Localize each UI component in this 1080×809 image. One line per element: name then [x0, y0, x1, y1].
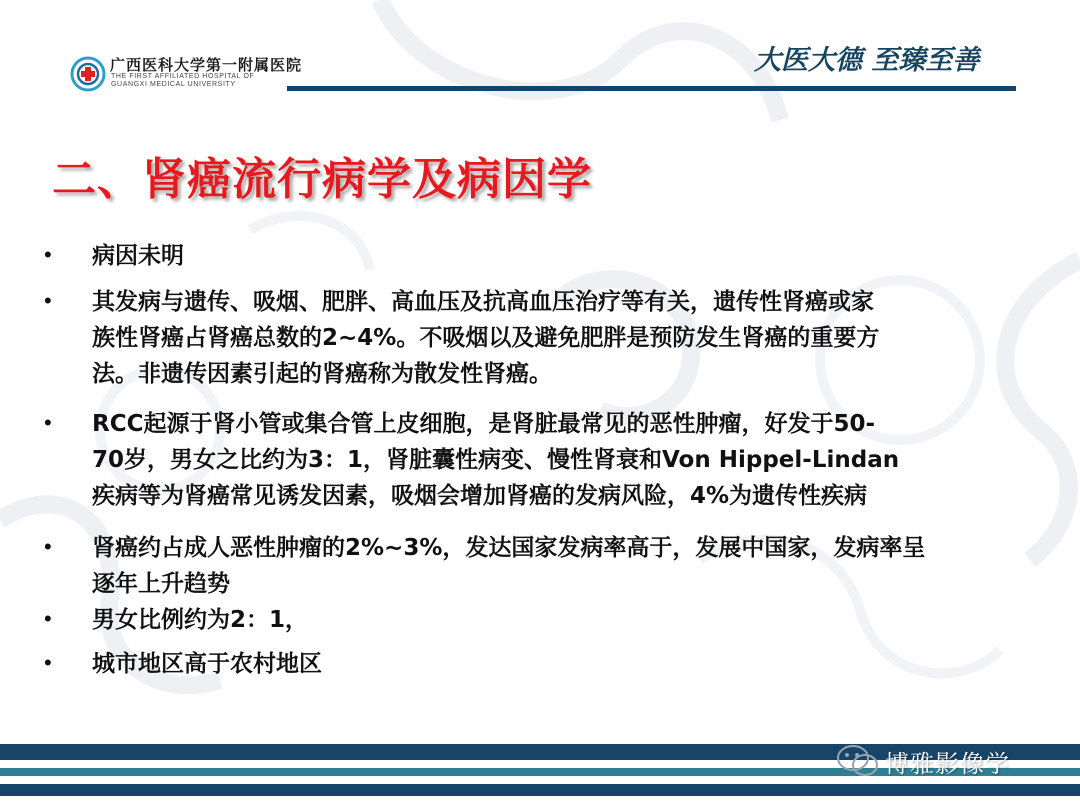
bullet-text-line: 城市地区高于农村地区: [92, 651, 322, 677]
hospital-motto: 大医大德 至臻至善: [754, 45, 980, 76]
bullet-text-line: 法。非遗传因素引起的肾癌称为散发性肾癌。: [92, 361, 552, 387]
bullet-text: [92, 602, 1037, 638]
bullet-marker: •: [44, 534, 52, 559]
hospital-logo-icon: [70, 56, 106, 92]
wechat-account-name: 博雅影像学: [885, 749, 1010, 778]
bullet-text-line: 疾病等为肾癌常见诱发因素，吸烟会增加肾癌的发病风险，4%为遗传性疾病: [92, 483, 868, 509]
bullet-marker: •: [44, 606, 52, 631]
bullet-text-line: 男女比例约为2：1，: [92, 607, 309, 633]
bullet-marker: •: [44, 288, 52, 313]
bullet-text-line: RCC起源于肾小管或集合管上皮细胞，是肾脏最常见的恶性肿瘤，好发于50-: [92, 411, 876, 437]
bullet-text: [92, 238, 1037, 274]
bullet-text: [92, 530, 1037, 602]
slide-title: 二、肾癌流行病学及病因学: [52, 154, 592, 205]
hospital-name-en-line2: GUANGXI MEDICAL UNIVERSITY: [111, 81, 236, 88]
wechat-icon: [835, 744, 881, 778]
bullet-text-line: 族性肾癌占肾癌总数的2~4%。不吸烟以及避免肥胖是预防发生肾癌的重要方: [92, 325, 880, 351]
bullet-text-line: 逐年上升趋势: [92, 571, 230, 597]
bullet-marker: •: [44, 410, 52, 435]
header-rule: [287, 86, 1016, 91]
bullet-text-line: 肾癌约占成人恶性肿瘤的2%~3%，发达国家发病率高于，发展中国家，发病率呈: [92, 535, 926, 561]
bullet-text-line: 病因未明: [92, 243, 184, 269]
wechat-watermark: [835, 742, 1010, 780]
bullet-marker: •: [44, 242, 52, 267]
bullet-marker: •: [44, 650, 52, 675]
hospital-name-en-line1: THE FIRST AFFILIATED HOSPITAL OF: [111, 73, 255, 80]
bullet-text: [92, 284, 1037, 392]
bullet-text: [92, 646, 1037, 682]
bullet-text-line: 其发病与遗传、吸烟、肥胖、高血压及抗高血压治疗等有关，遗传性肾癌或家: [92, 289, 874, 315]
hospital-name-cn: 广西医科大学第一附属医院: [110, 56, 303, 74]
bullet-text: [92, 406, 1037, 514]
bullet-text-line: 70岁，男女之比约为3：1，肾脏囊性病变、慢性肾衰和Von Hippel-Lindan: [92, 447, 900, 473]
